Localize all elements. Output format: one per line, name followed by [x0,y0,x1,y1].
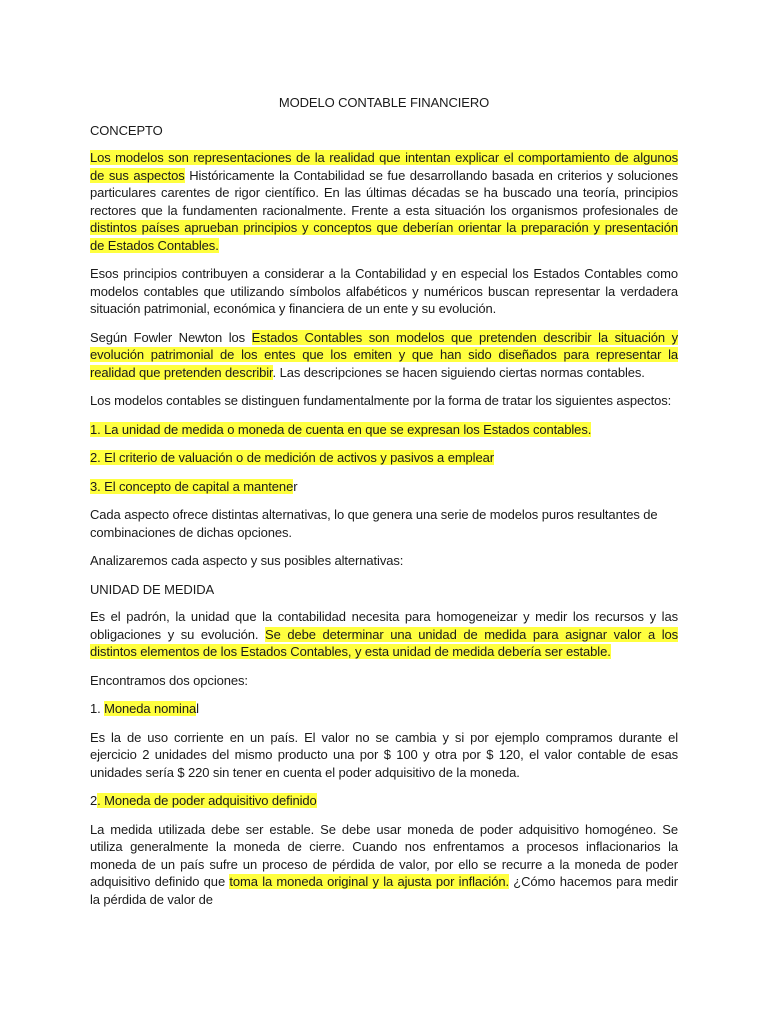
paragraph-alternatives: Cada aspecto ofrece distintas alternativas, lo que genera una serie de modelos puros resultantes de combinaciones de dichas opciones. [90,507,658,540]
highlight: . Moneda de poder adquisitivo definido [97,793,317,808]
section-heading-unidad-medida: UNIDAD DE MEDIDA [90,581,215,597]
text-run: l [196,701,199,716]
highlight: 2. El criterio de valuación o de medición de activos y pasivos a emplear [90,450,494,465]
paragraph-fowler-newton [90,329,678,382]
text-run: La medida utilizada debe ser estable. Se debe usar moneda de poder adquisitivo homogéneo. Se utiliza generalmente la moneda de cierre. Cuando nos enfrentamos a procesos inflacionarios la moneda de un país sufre un proceso de pérdida de valor, por ello se recurre a la moneda de poder adquisitivo definido que [90,821,678,889]
text-run: Es el padrón, la unidad que la contabilidad necesita para homogeneizar y medir los recursos y las obligaciones y su evolución. [90,609,678,642]
text-run: 1. [90,701,105,716]
highlight: toma la moneda original y la ajusta por inflación. [229,874,509,889]
option-moneda-poder-adquisitivo [90,792,678,810]
highlight: Los modelos son representaciones de la realidad que intentan explicar el comportamiento de algunos de sus aspectos [90,150,678,183]
text-run: Históricamente la Contabilidad se fue desarrollando basada en criterios y soluciones particulares carentes de rigor científico. En las últimas décadas se ha buscado una teoría, principios rectores que la fundamenten racionalmente. Frente a esta situación los organismos profesionales de [90,167,678,218]
text-run: r [293,478,298,494]
document-body [90,94,678,919]
list-item-criterio-valuacion [90,449,678,467]
highlight: Se debe determinar una unidad de medida para asignar valor a los distintos elementos de los Estados Contables, y esta unidad de medida debería ser estable. [90,626,679,659]
list-item-capital-mantener [90,478,678,496]
paragraph-moneda-poder-adquisitivo-desc [90,821,678,909]
text-run: 2 [90,793,98,808]
paragraph-principles: Esos principios contribuyen a considerar a la Contabilidad y en especial los Estados Contables como modelos contables que utilizando símbolos alfabéticos y numéricos buscan representar la verdadera situación patrimonial, económica y financiera de un ente y su evolución. [90,266,678,316]
text-run: ¿Cómo hacemos para medir la pérdida de valor de [90,874,679,907]
text-run: Según Fowler Newton los [90,329,252,345]
highlight: Estados Contables son modelos que pretenden describir la situación y evolución patrimonial de los entes que los emiten y que han sido diseñados para representar la realidad que pretenden describir [90,329,679,380]
highlight: 1. La unidad de medida o moneda de cuenta en que se expresan los Estados contables. [90,421,592,437]
text-run: . Las descripciones se hacen siguiendo ciertas normas contables. [272,364,645,380]
paragraph-analysis-intro: Analizaremos cada aspecto y sus posibles alternativas: [90,553,404,568]
document-title: MODELO CONTABLE FINANCIERO [278,95,490,110]
highlight: Moneda nomina [104,701,197,716]
section-heading-concepto: CONCEPTO [90,122,163,138]
paragraph-aspects-intro: Los modelos contables se distinguen fundamentalmente por la forma de tratar los siguientes aspectos: [90,393,672,408]
paragraph-padron [90,608,678,661]
paragraph-moneda-nominal-desc: Es la de uso corriente en un país. El valor no se cambia y si por ejemplo compramos durante el ejercicio 2 unidades del mismo producto una por $ 100 y otra por $ 120, el valor contable de esas unidades sería $ 220 sin tener en cuenta el poder adquisitivo de la moneda. [90,729,678,780]
paragraph-models-definition [90,149,678,254]
paragraph-two-options: Encontramos dos opciones: [90,672,248,688]
list-item-unidad-medida [90,421,678,439]
option-moneda-nominal [90,700,678,718]
highlight: 3. El concepto de capital a mantene [90,478,294,494]
highlight: distintos países aprueban principios y conceptos que deberían orientar la preparación y presentación de Estados Contables. [90,220,678,253]
